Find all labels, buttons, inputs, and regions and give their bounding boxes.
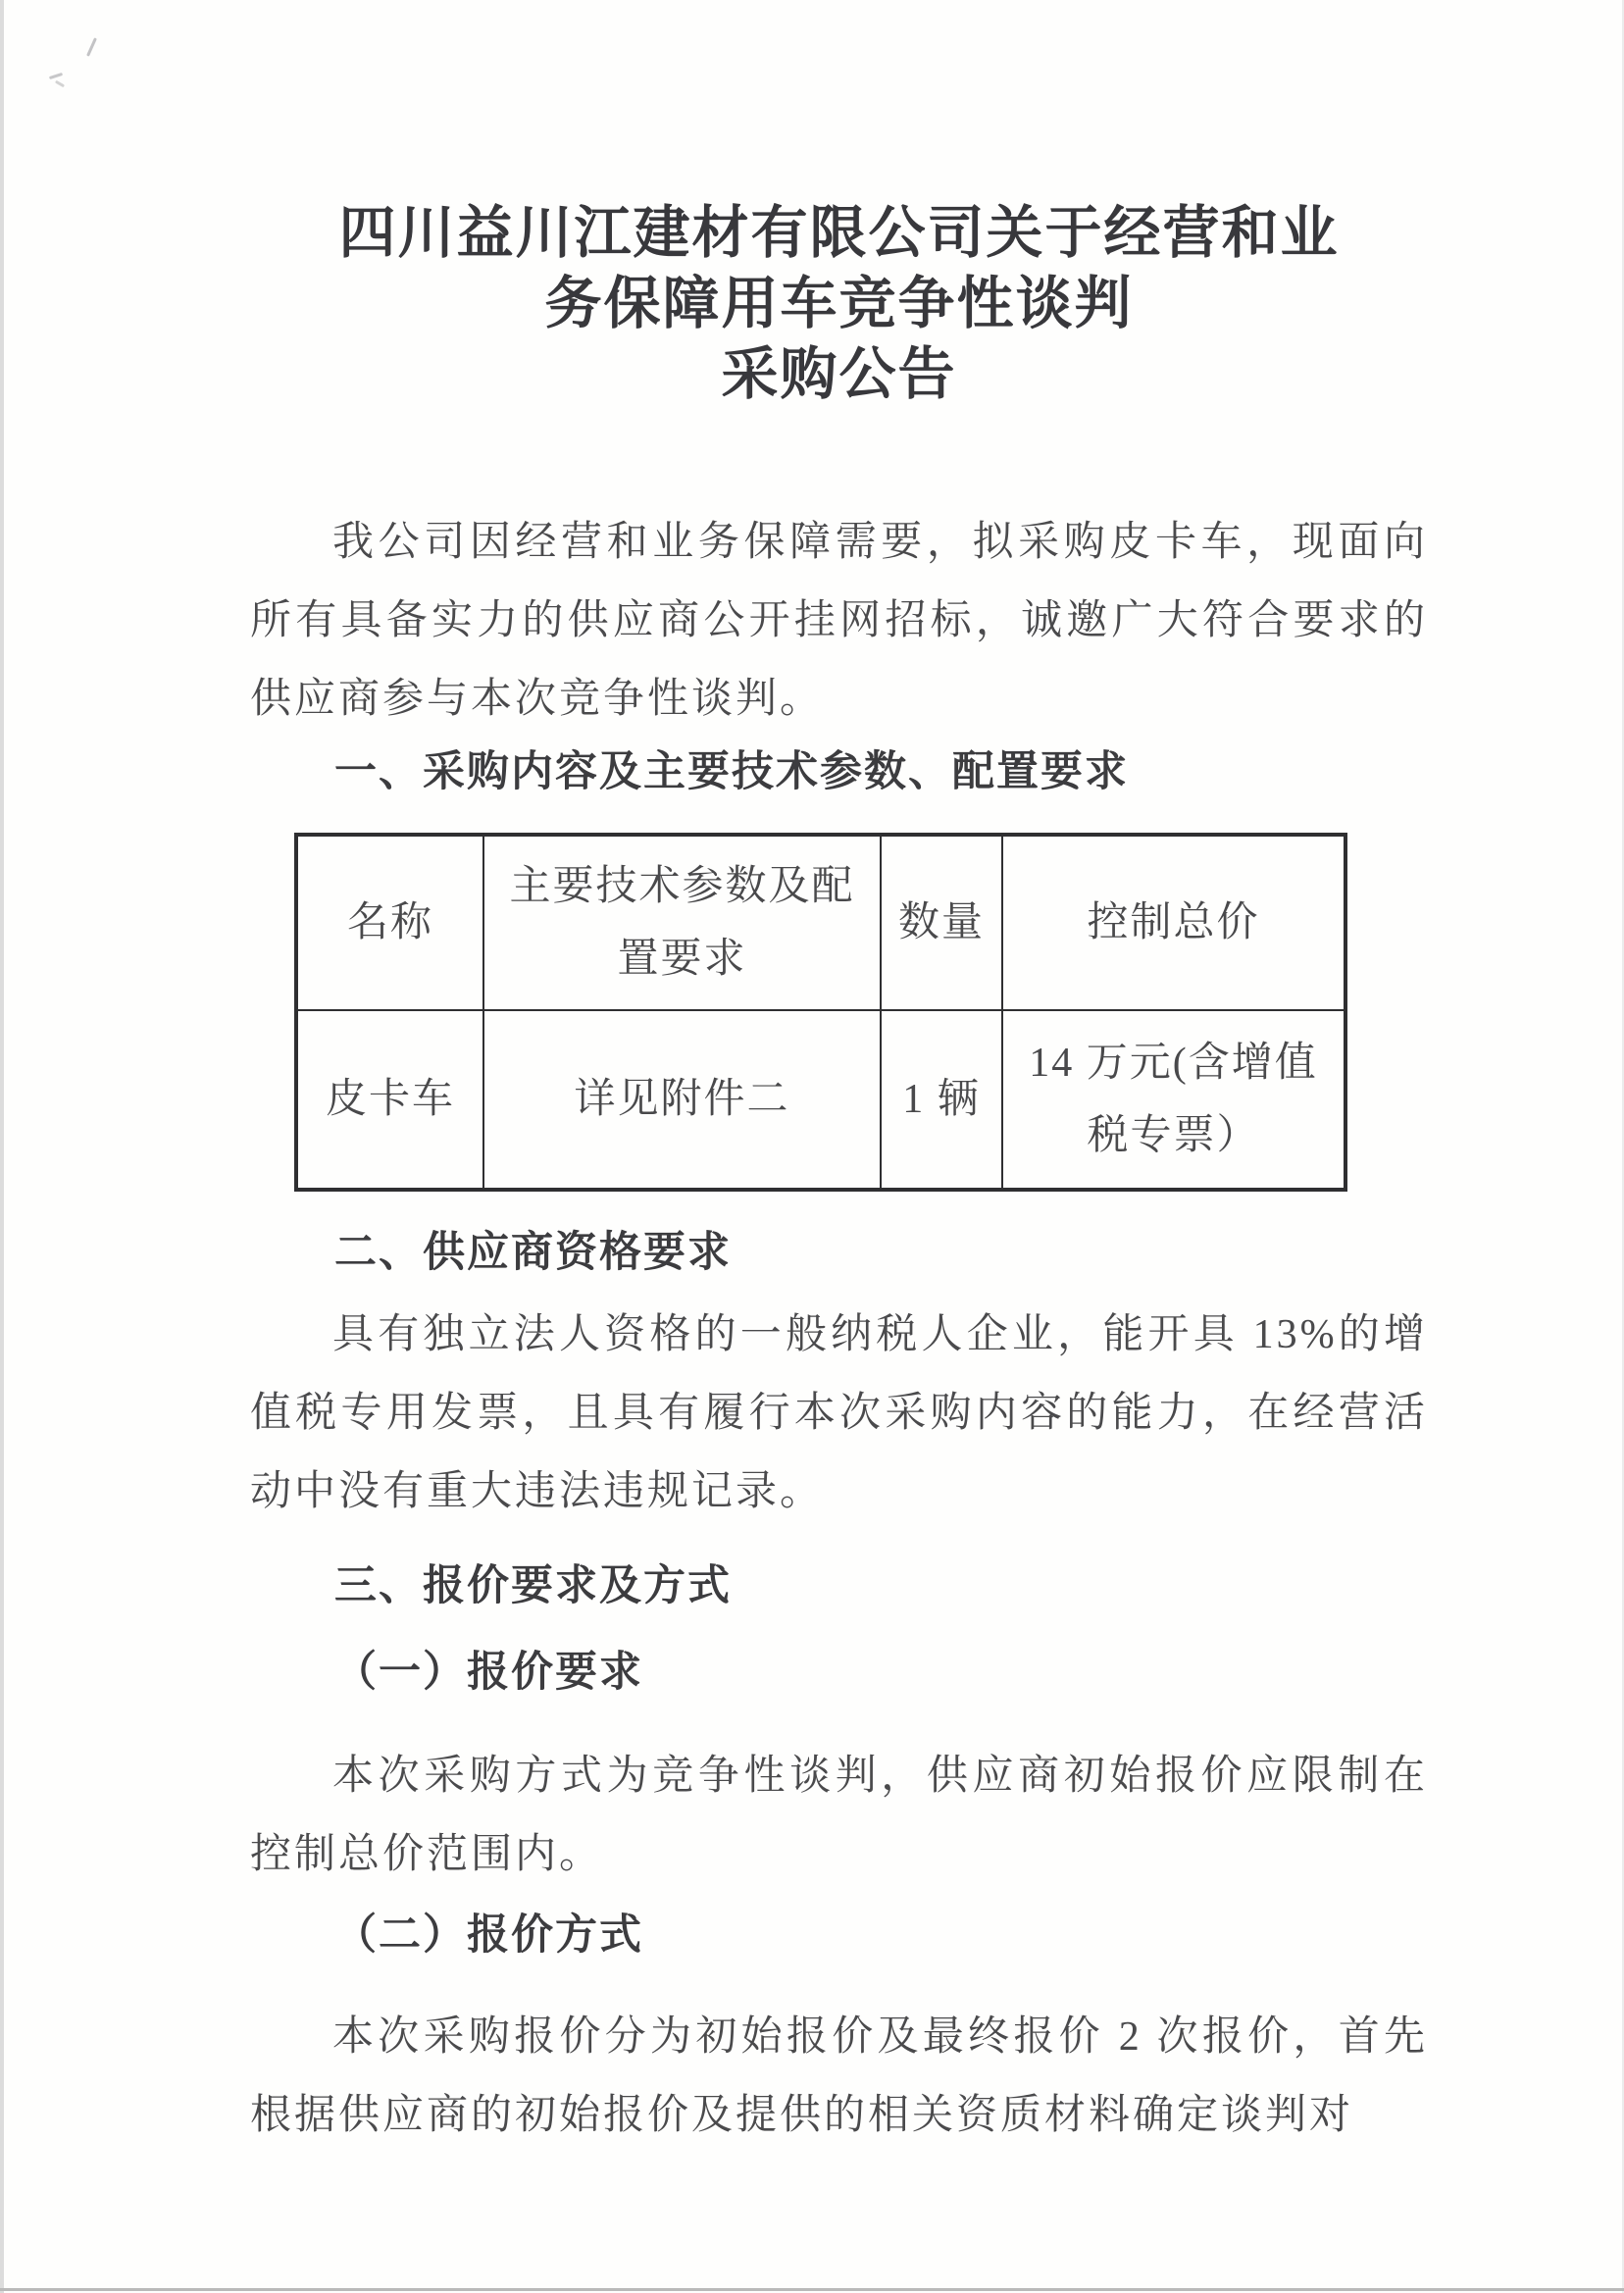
document-content: [250, 0, 1428, 2155]
procurement-spec-table: [294, 833, 1347, 1192]
section-3-sub-1-heading: （一）报价要求: [334, 1650, 643, 1696]
table-cell-control-price: 14 万元(含增值税专票）: [1002, 1010, 1345, 1190]
document-title: [250, 198, 1428, 410]
scan-artifact-mark: [55, 80, 65, 88]
section-2-paragraph: 具有独立法人资格的一般纳税人企业，能开具 13%的增值税专用发票，且具有履行本次采购内容的能力，在经营活动中没有重大违法违规记录。: [250, 1312, 1428, 1514]
table-header-name: 名称: [296, 835, 483, 1010]
section-3-sub-1-paragraph: 本次采购方式为竞争性谈判，供应商初始报价应限制在控制总价范围内。: [250, 1754, 1428, 1877]
section-1-heading: 一、采购内容及主要技术参数、配置要求: [334, 749, 1129, 795]
table-cell-quantity: 1 辆: [881, 1010, 1002, 1190]
table-header-quantity: 数量: [881, 835, 1002, 1010]
table-header-control-price: 控制总价: [1002, 835, 1345, 1010]
scan-artifact-mark: [49, 73, 63, 79]
scan-artifact-mark: [86, 37, 97, 56]
section-2-heading: 二、供应商资格要求: [334, 1230, 732, 1276]
scan-edge-bottom: [0, 2288, 1624, 2291]
section-3-sub-2-heading: （二）报价方式: [334, 1912, 643, 1959]
scan-edge-left: [0, 0, 4, 2293]
table-header-row: [296, 835, 1345, 1010]
document-title-line-1: 四川益川江建材有限公司关于经营和业: [338, 201, 1340, 265]
section-3-heading: 三、报价要求及方式: [334, 1563, 732, 1609]
table-cell-name: 皮卡车: [296, 1010, 483, 1190]
section-3-sub-2-paragraph: 本次采购报价分为初始报价及最终报价 2 次报价，首先根据供应商的初始报价及提供的相关资质材料确定谈判对: [250, 2014, 1428, 2138]
table-header-spec: 主要技术参数及配置要求: [483, 835, 881, 1010]
table-cell-spec: 详见附件二: [483, 1010, 881, 1190]
document-title-line-2: 务保障用车竞争性谈判: [544, 272, 1134, 335]
table-row: [296, 1010, 1345, 1190]
document-title-line-3: 采购公告: [721, 342, 957, 406]
intro-paragraph: 我公司因经营和业务保障需要，拟采购皮卡车，现面向所有具备实力的供应商公开挂网招标，诚邀广大符合要求的供应商参与本次竞争性谈判。: [250, 520, 1428, 722]
